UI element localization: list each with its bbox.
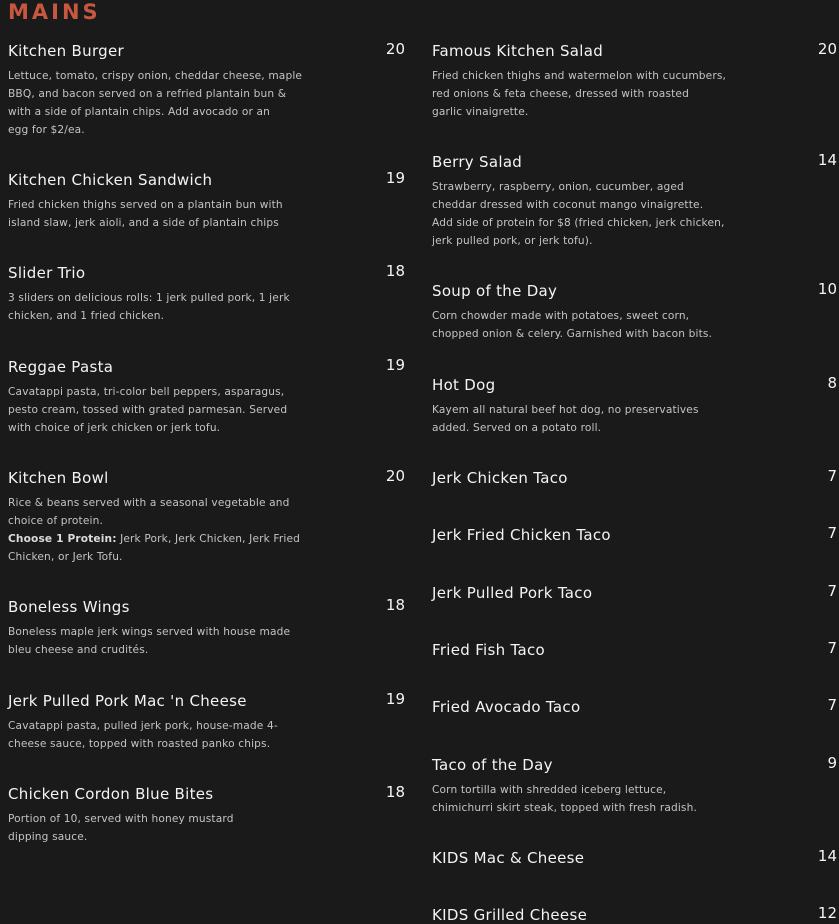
item-description: Portion of 10, served with honey mustard dipping sauce. <box>8 813 234 843</box>
protein-label: Choose 1 Protein: <box>8 533 117 545</box>
item-name: Fried Avocado Taco <box>432 698 581 716</box>
item-description: Strawberry, raspberry, onion, cucumber, aged cheddar dressed with coconut mango vinaigrette. Add side of protein for $8 (fried chicken, jerk chicken, jerk pulled pork, or jerk tofu). <box>432 181 725 247</box>
item-description: Boneless maple jerk wings served with house made bleu cheese and crudités. <box>8 626 291 656</box>
item-price: 12 <box>817 904 837 922</box>
item-name: Jerk Pulled Pork Mac 'n Cheese <box>8 692 247 710</box>
item-name: Reggae Pasta <box>8 358 114 376</box>
item-name: Soup of the Day <box>432 282 558 300</box>
item-name: Kitchen Bowl <box>8 469 109 487</box>
item-description: 3 sliders on delicious rolls: 1 jerk pulled pork, 1 jerk chicken, and 1 fried chicken. <box>8 292 290 322</box>
item-price: 8 <box>827 374 837 392</box>
item-description: Kayem all natural beef hot dog, no preservatives added. Served on a potato roll. <box>432 404 699 434</box>
item-price: 7 <box>827 696 837 714</box>
item-name: Hot Dog <box>432 376 496 394</box>
item-description: Cavatappi pasta, tri-color bell peppers, asparagus, pesto cream, tossed with grated parmesan. Served with choice of jerk chicken or jerk tofu. <box>8 386 288 434</box>
item-description: Corn chowder made with potatoes, sweet corn, chopped onion & celery. Garnished with bacon bits. <box>432 310 713 340</box>
item-name: Kitchen Burger <box>8 42 124 60</box>
item-price: 19 <box>385 169 405 187</box>
item-price: 7 <box>827 639 837 657</box>
item-description: Lettuce, tomato, crispy onion, cheddar cheese, maple BBQ, and bacon served on a refried plantain bun & with a side of plantain chips. Add avocado or an egg for $2/ea. <box>8 70 303 136</box>
item-description: Cavatappi pasta, pulled jerk pork, house-made 4- cheese sauce, topped with roasted panko chips. <box>8 720 278 750</box>
item-description: Rice & beans served with a seasonal vegetable and choice of protein. Choose 1 Protein: Jerk Pork, Jerk Chicken, Jerk Fried Chicken, or Jerk Tofu. <box>8 497 301 563</box>
item-price: 18 <box>385 262 405 280</box>
item-description: Fried chicken thighs and watermelon with cucumbers, red onions & feta cheese, dressed with roasted garlic vinaigrette. <box>432 70 727 118</box>
section-title: MAINS <box>8 0 101 24</box>
item-price: 9 <box>827 754 837 772</box>
item-price: 18 <box>385 783 405 801</box>
item-name: KIDS Grilled Cheese <box>432 906 588 924</box>
item-price: 19 <box>385 690 405 708</box>
item-price: 14 <box>817 151 837 169</box>
item-name: Kitchen Chicken Sandwich <box>8 171 213 189</box>
item-price: 20 <box>385 467 405 485</box>
item-name: Jerk Pulled Pork Taco <box>432 584 593 602</box>
item-price: 20 <box>385 40 405 58</box>
item-price: 19 <box>385 356 405 374</box>
item-name: Famous Kitchen Salad <box>432 42 604 60</box>
item-price: 10 <box>817 280 837 298</box>
item-name: Taco of the Day <box>432 756 553 774</box>
item-price: 7 <box>827 467 837 485</box>
item-price: 7 <box>827 582 837 600</box>
item-name: KIDS Mac & Cheese <box>432 849 585 867</box>
item-name: Slider Trio <box>8 264 86 282</box>
item-name: Chicken Cordon Blue Bites <box>8 785 214 803</box>
item-price: 20 <box>817 40 837 58</box>
item-price: 18 <box>385 596 405 614</box>
item-name: Fried Fish Taco <box>432 641 545 659</box>
item-description: Fried chicken thighs served on a plantain bun with island slaw, jerk aioli, and a side of plantain chips <box>8 199 283 229</box>
item-name: Jerk Chicken Taco <box>432 469 568 487</box>
item-price: 7 <box>827 524 837 542</box>
item-name: Berry Salad <box>432 153 523 171</box>
item-name: Jerk Fried Chicken Taco <box>432 526 611 544</box>
item-name: Boneless Wings <box>8 598 130 616</box>
item-description: Corn tortilla with shredded iceberg lettuce, chimichurri skirt steak, topped with fresh radish. <box>432 784 697 814</box>
item-price: 14 <box>817 847 837 865</box>
